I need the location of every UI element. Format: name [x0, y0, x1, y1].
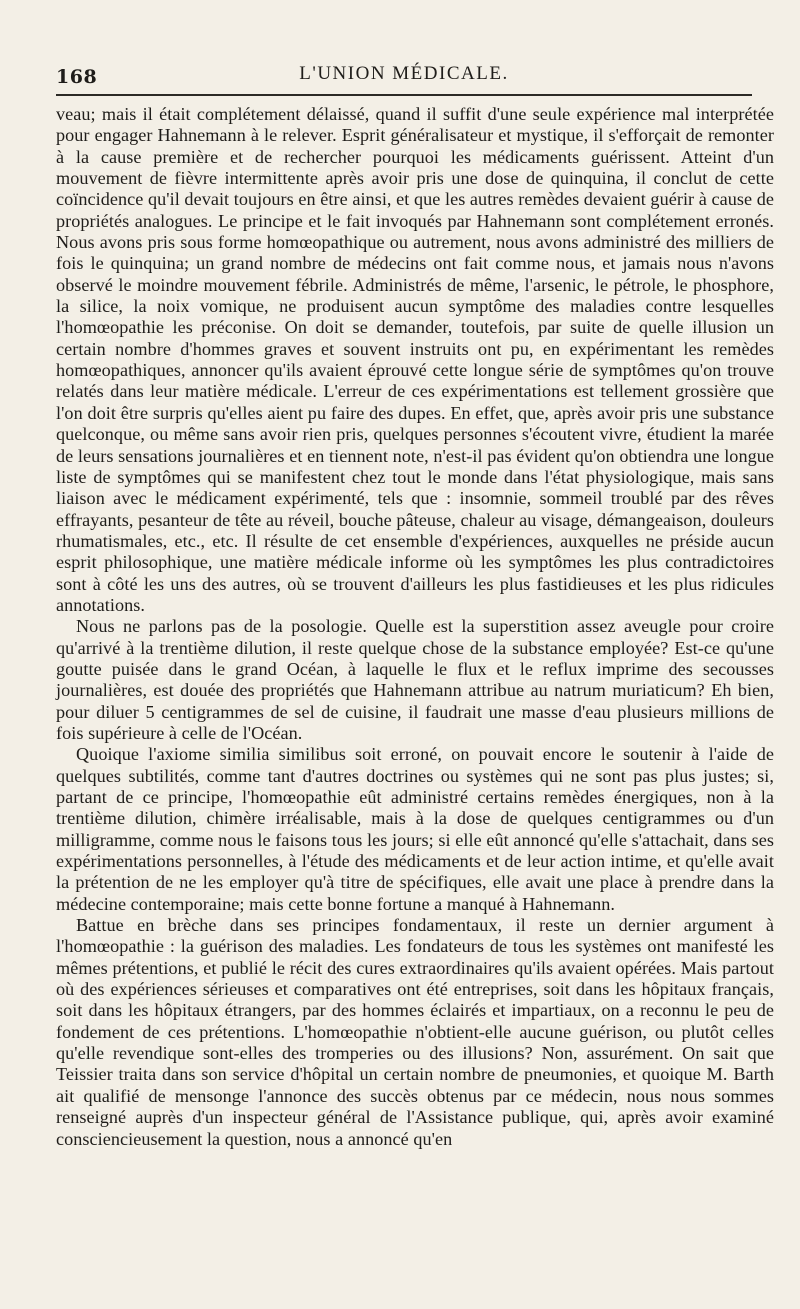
running-title: L'UNION MÉDICALE. — [299, 63, 509, 84]
body-text — [56, 104, 774, 1150]
paragraph-1: veau; mais il était complétement délaissé, quand il suffit d'une seule expérience mal interprétée pour engager Hahnemann à le relever. Esprit généralisateur et mystique, il s'efforçait de remonter à la cause première et de rechercher pourquoi les médicaments guérissent. Atteint d'un mouvement de fièvre intermittente après avoir pris une dose de quinquina, il conclut de cette coïncidence qu'il devait toujours en être ainsi, et que les autres remèdes devaient guérir à cause de propriétés analogues. Le principe et le fait invoqués par Hahnemann sont complétement erronés. Nous avons pris sous forme homœopathique ou autrement, nous avons administré des milliers de fois le quinquina; un grand nombre de médecins ont fait comme nous, et jamais nous n'avons observé le moindre mouvement fébrile. Administrés de même, l'arsenic, le pétrole, le phosphore, la silice, la noix vomique, ne produisent aucun symptôme des maladies contre lesquelles l'homœopathie les préconise. On doit se demander, toutefois, par suite de quelle illusion un certain nombre d'hommes graves et souvent instruits ont pu, en expérimentant les remèdes homœopathiques, annoncer qu'ils avaient éprouvé cette longue série de symptômes qu'on trouve relatés dans leur matière médicale. L'erreur de ces expérimentations est tellement grossière que l'on doit être surpris qu'elles aient pu faire des dupes. En effet, que, après avoir pris une substance quelconque, ou même sans avoir rien pris, quelques personnes s'écoutent vivre, étudient la marée de leurs sensations journalières et en tiennent note, n'est-il pas évident qu'on obtiendra une longue liste de symptômes qui se manifestent chez tout le monde dans l'état physiologique, mais sans liaison avec le médicament expérimenté, tels que : insomnie, sommeil troublé par des rêves effrayants, pesanteur de tête au réveil, bouche pâteuse, chaleur au visage, démangeaison, douleurs rhumatismales, etc., etc. Il résulte de cet ensemble d'expériences, auxquelles ne préside aucun esprit philosophique, une matière médicale informe où les symptômes les plus contradictoires sont à côté les uns des autres, où se trouvent d'ailleurs les plus fastidieuses et les plus ridicules annotations. — [56, 104, 774, 615]
page-number: 168 — [56, 66, 98, 88]
paragraph-2: Nous ne parlons pas de la posologie. Quelle est la superstition assez aveugle pour croire qu'arrivé à la trentième dilution, il reste quelque chose de la substance employée? Est-ce qu'une goutte puisée dans le grand Océan, à laquelle le flux et le reflux imprime des secousses journalières, est douée des propriétés que Hahnemann attribue au natrum muriaticum? Eh bien, pour diluer 5 centigrammes de sel de cuisine, il faudrait une masse d'eau plusieurs millions de fois supérieure à celle de l'Océan. — [56, 616, 774, 743]
page-header — [56, 46, 752, 86]
paragraph-3: Quoique l'axiome similia similibus soit erroné, on pouvait encore le soutenir à l'aide de quelques subtilités, comme tant d'autres doctrines ou systèmes qui ne sont pas plus justes; si, partant de ce principe, l'homœopathie eût administré certains remèdes énergiques, non à la trentième dilution, chimère irréalisable, mais à la dose de quelques centigrammes ou d'un milligramme, comme nous le faisons tous les jours; si elle eût annoncé qu'elle s'attachait, dans ses expérimentations personnelles, à l'étude des médicaments et de leur action intime, et qu'elle avait la prétention de ne les employer qu'à titre de spécifiques, elle avait une place à prendre dans la médecine contemporaine; mais cette bonne fortune a manqué à Hahnemann. — [56, 744, 774, 914]
header-rule — [56, 94, 752, 96]
paragraph-4: Battue en brèche dans ses principes fondamentaux, il reste un dernier argument à l'homœopathie : la guérison des maladies. Les fondateurs de tous les systèmes ont manifesté les mêmes prétentions, et publié le récit des cures extraordinaires qu'ils avaient opérées. Mais partout où des expériences sérieuses et comparatives ont été entreprises, soit dans les hôpitaux français, soit dans les hôpitaux étrangers, par des hommes éclairés et impartiaux, on a reconnu le peu de fondement de ces prétentions. L'homœopathie n'obtient-elle aucune guérison, ou plutôt celles qu'elle revendique sont-elles des tromperies ou des illusions? Non, assurément. On sait que Teissier traita dans son service d'hôpital un certain nombre de pneumonies, et quoique M. Barth ait qualifié de mensonge l'annonce des succès obtenus par ce médecin, nous nous sommes renseigné auprès d'un inspecteur général de l'Assistance publique, qui, après avoir examiné consciencieusement la question, nous a annoncé qu'en — [56, 915, 774, 1149]
